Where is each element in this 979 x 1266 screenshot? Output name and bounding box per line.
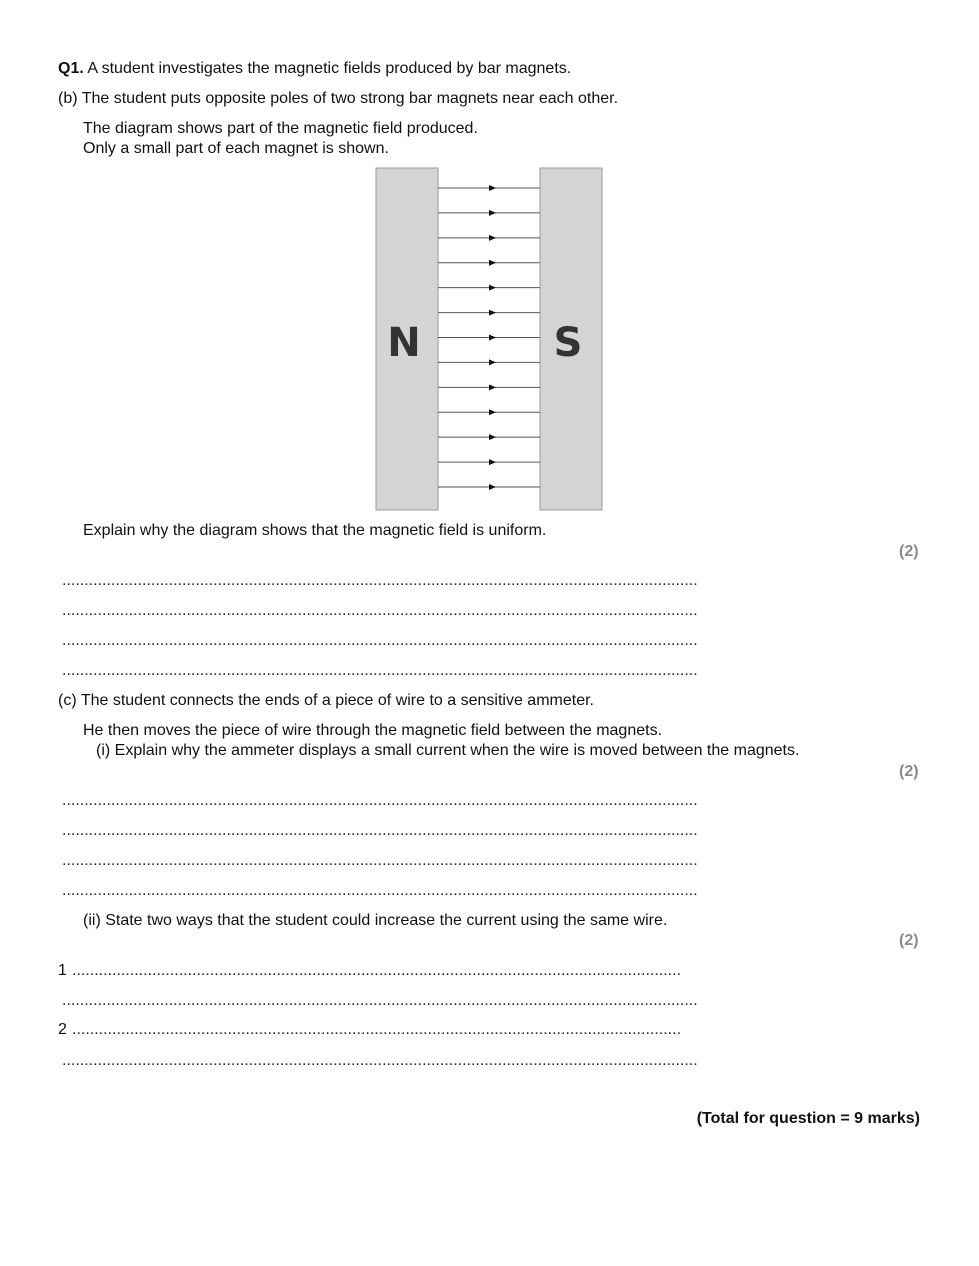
part-c-i-prompt: (i) Explain why the ammeter displays a small current when the wire is moved between the magnets. — [96, 742, 800, 759]
part-b-text: (b) The student puts opposite poles of two strong bar magnets near each other. — [58, 90, 619, 107]
field-arrow — [489, 384, 496, 390]
answer-2-label: 2 — [58, 1021, 67, 1038]
field-arrow — [489, 210, 496, 216]
answer-1-line[interactable]: ......................................................................................................................................... — [72, 962, 682, 979]
field-arrow — [489, 484, 496, 490]
question-number: Q1. — [58, 60, 84, 77]
part-c-line1: He then moves the piece of wire through the magnetic field between the magnets. — [83, 722, 663, 739]
answer-line[interactable]: ............................................................................................................................................... — [62, 632, 698, 649]
part-b-marks: (2) — [899, 543, 919, 560]
answer-1-continuation[interactable]: ............................................................................................................................................... — [62, 992, 698, 1009]
part-b-line2: Only a small part of each magnet is shown. — [83, 140, 389, 157]
field-arrow — [489, 185, 496, 191]
answer-line[interactable]: ............................................................................................................................................... — [62, 662, 698, 679]
field-arrow — [489, 310, 496, 316]
answer-line[interactable]: ............................................................................................................................................... — [62, 572, 698, 589]
answer-line[interactable]: ............................................................................................................................................... — [62, 822, 698, 839]
part-c-text: (c) The student connects the ends of a piece of wire to a sensitive ammeter. — [58, 692, 594, 709]
part-c-ii-prompt: (ii) State two ways that the student could increase the current using the same wire. — [83, 912, 668, 929]
part-c-i-marks: (2) — [899, 763, 919, 780]
answer-2-continuation[interactable]: ............................................................................................................................................... — [62, 1052, 698, 1069]
answer-1-label: 1 — [58, 962, 67, 979]
question-header — [58, 60, 571, 78]
field-arrow — [489, 260, 496, 266]
answer-2-line[interactable]: ......................................................................................................................................... — [72, 1021, 682, 1038]
field-arrow — [489, 335, 496, 341]
north-pole-label: N — [387, 320, 421, 366]
field-arrow — [489, 434, 496, 440]
field-arrow — [489, 285, 496, 291]
part-c-ii-marks: (2) — [899, 932, 919, 949]
field-arrow — [489, 359, 496, 365]
part-b-line1: The diagram shows part of the magnetic field produced. — [83, 120, 478, 137]
answer-line[interactable]: ............................................................................................................................................... — [62, 882, 698, 899]
field-arrow — [489, 409, 496, 415]
field-arrow — [489, 459, 496, 465]
total-marks: (Total for question = 9 marks) — [696, 1110, 920, 1127]
south-pole-label: S — [553, 320, 583, 366]
field-lines — [438, 185, 540, 490]
answer-line[interactable]: ............................................................................................................................................... — [62, 852, 698, 869]
field-arrow — [489, 235, 496, 241]
part-b-prompt: Explain why the diagram shows that the magnetic field is uniform. — [83, 522, 547, 539]
question-intro: A student investigates the magnetic fields produced by bar magnets. — [87, 60, 572, 77]
answer-line[interactable]: ............................................................................................................................................... — [62, 602, 698, 619]
magnetic-field-diagram — [370, 164, 610, 516]
answer-line[interactable]: ............................................................................................................................................... — [62, 792, 698, 809]
